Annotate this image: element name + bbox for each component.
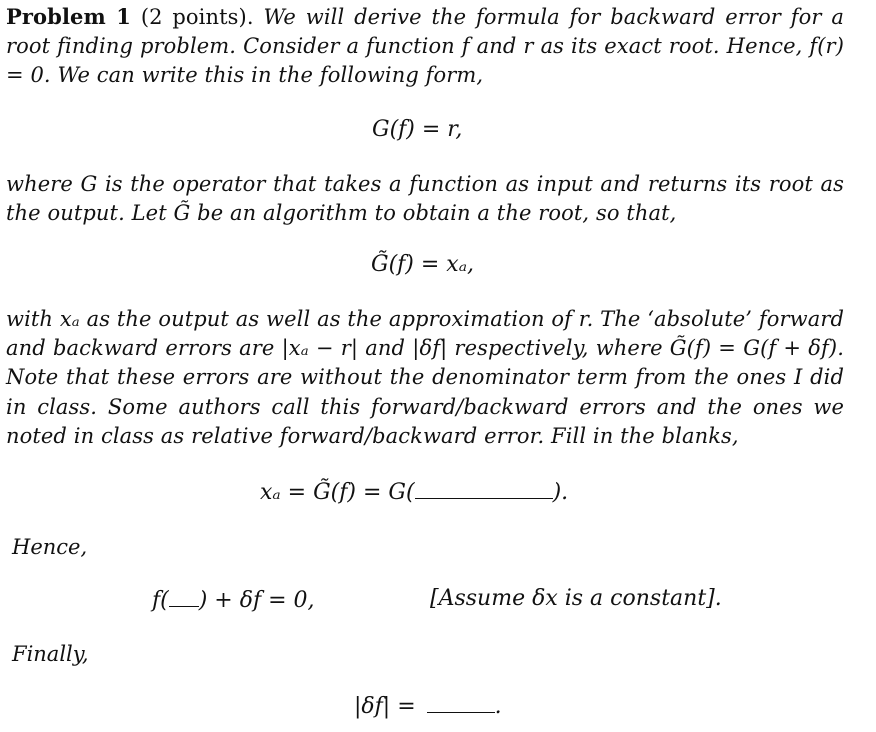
problem-points: (2 points). [140,5,254,29]
paragraph-operator: where G is the operator that takes a function as input and returns its root as the output. Let G̃ be an algorithm to obtain a the root, so that, [6,172,844,226]
assumption-note: [Assume δx is a constant]. [430,586,722,611]
equation-fill-blank-1: xₐ = G̃(f) = G( ). [260,480,569,505]
answer-blank-1[interactable] [415,496,553,499]
equation-fill-blank-3: |δf| = . [354,694,502,719]
problem-intro [6,2,844,91]
equation-fill-blank-2: f( ) + δf = 0, [152,588,315,613]
finally-label: Finally, [12,642,89,666]
answer-blank-2[interactable] [169,604,199,607]
equation-g-tilde: G̃(f) = xₐ, [371,252,474,277]
paragraph-errors: with xₐ as the output as well as the approximation of r. The ‘absolute’ forward and backward errors are |xₐ − r| and |δf| respectively, where G̃(f) = G(f + δf). Note that these errors are without the denominator term from the ones I did in class. Some authors call this forward/backward errors and the ones we noted in class as relative forward/backward error. Fill in the blanks, [6,307,844,448]
hence-label: Hence, [12,535,88,559]
answer-blank-3[interactable] [427,710,495,713]
equation-g-of-f: G(f) = r, [372,117,463,142]
problem-heading: Problem 1 [6,4,131,29]
intro-text: We will derive the formula for backward error for a root finding problem. Consider a function f and r as its exact root. Hence, f(r) = 0. We can write this in the following form, [6,5,844,88]
